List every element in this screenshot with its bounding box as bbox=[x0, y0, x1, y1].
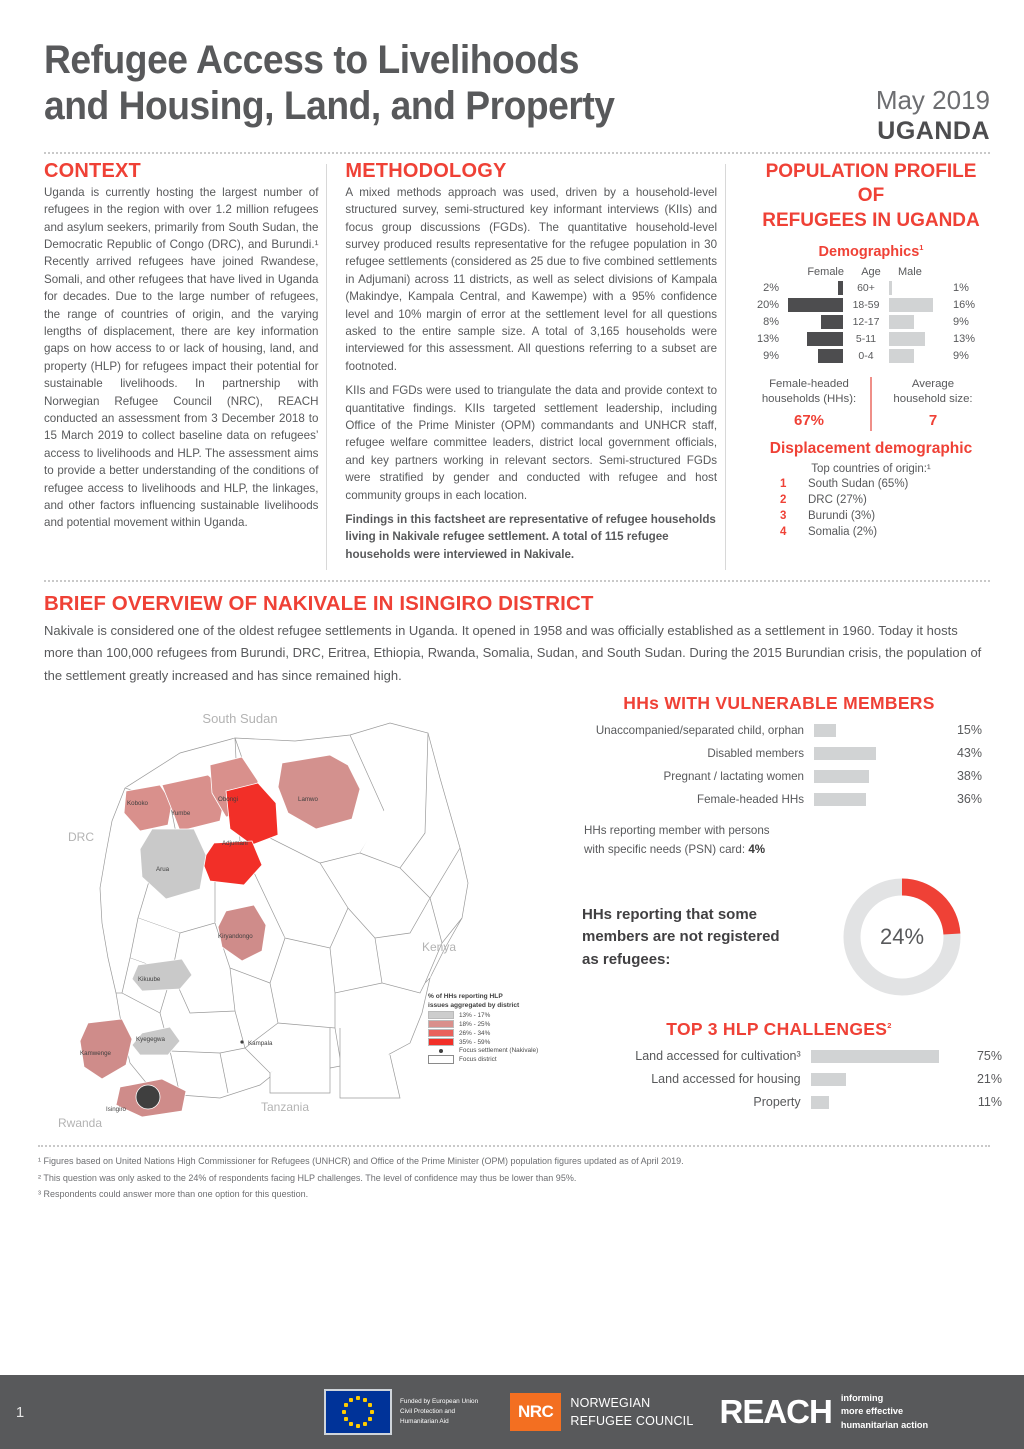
map-label-tanzania: Tanzania bbox=[260, 1100, 310, 1115]
origin-item bbox=[752, 494, 990, 506]
map-district-label-arua: Arua bbox=[156, 866, 170, 874]
pyramid-col-male: Male bbox=[898, 265, 922, 278]
challenges-heading-text: TOP 3 HLP CHALLENGES bbox=[666, 1019, 888, 1040]
top-columns bbox=[0, 154, 1024, 570]
pyramid-male-pct: 13% bbox=[953, 332, 976, 345]
vulnerable-row bbox=[556, 746, 1002, 760]
column-divider-2 bbox=[725, 164, 726, 570]
vulnerable-heading: HHs WITH VULNERABLE MEMBERS bbox=[623, 693, 935, 714]
focus-district-box-icon bbox=[428, 1055, 454, 1064]
page-title-line2: and Housing, Land, and Property bbox=[44, 83, 615, 128]
pyramid-female-bar bbox=[784, 281, 843, 295]
vulnerable-pct: 38% bbox=[956, 769, 982, 784]
map-label-kampala: Kampala bbox=[248, 1040, 273, 1048]
context-paragraph: Uganda is currently hosting the largest number of refugees in the region with over 1.2 million refugees and asylum seekers, primarily from South Sudan, the Democratic Republic of Congo (DRC), and Burundi.¹ Recently arrived refugees have joined Rwandese, Somali, and other refugees that have lived in Uganda for decades. Due to the large number of refugees, the range of countries of origin, and the varying lengths of displacement, there are key information gaps on how access to or lack of housing, land, and property (HLP) for refugees impact their potential for sustainable livelihoods. In partnership with Norwegian Refugee Council (NRC), REACH conducted an assessment from 3 December 2018 to 15 March 2019 to collect baseline data on refugees’ access to livelihoods and HLP. The assessment aims to provide a better understanding of the conditions of refugee access to livelihoods and HLP, the linkages, and other factors influencing sustainable livelihoods and potential movement within Uganda. bbox=[44, 185, 319, 530]
footnote-2: ² This question was only asked to the 24% of respondents facing HLP challenges. The level of confidence may thus be lower than 95%. bbox=[38, 1172, 577, 1183]
pyramid-row bbox=[752, 281, 990, 295]
pyramid-age-label: 0-4 bbox=[858, 349, 874, 362]
pyramid-female-bar bbox=[784, 298, 843, 312]
origin-name: Somalia (2%) bbox=[808, 526, 878, 538]
kampala-dot-icon bbox=[240, 1041, 243, 1044]
challenges-heading bbox=[556, 1019, 1002, 1040]
eu-star-icon bbox=[356, 1424, 360, 1428]
challenges-footnote-marker: 2 bbox=[887, 1021, 892, 1031]
reach-logo bbox=[720, 1392, 929, 1432]
origin-name: South Sudan (65%) bbox=[808, 478, 909, 490]
pyramid-male-bar bbox=[889, 349, 948, 363]
eu-star-icon bbox=[342, 1410, 346, 1414]
legend-class-row bbox=[428, 1029, 568, 1037]
pyramid-female-bar bbox=[784, 349, 843, 363]
methodology-paragraph-3: Findings in this factsheet are representative of refugee households living in Nakivale refugee settlement. A total of 115 refugee households were interviewed in Nakivale. bbox=[345, 512, 716, 561]
legend-swatch bbox=[428, 1020, 454, 1028]
pyramid-male-bar bbox=[889, 315, 948, 329]
population-profile-column bbox=[734, 160, 990, 570]
pyramid-row bbox=[752, 315, 990, 329]
average-hh-value: 7 bbox=[928, 411, 938, 429]
vulnerable-row bbox=[556, 769, 1002, 783]
reach-tagline-line3: humanitarian action bbox=[840, 1419, 929, 1430]
challenge-label: Property bbox=[753, 1095, 801, 1110]
demographics-heading bbox=[752, 243, 990, 260]
eu-flag-icon bbox=[324, 1389, 392, 1435]
challenge-row bbox=[556, 1095, 1002, 1109]
psn-note-line1: HHs reporting member with persons bbox=[584, 824, 770, 838]
methodology-body bbox=[345, 184, 717, 563]
origin-item bbox=[752, 510, 990, 522]
vulnerable-bar bbox=[814, 724, 926, 737]
population-pyramid bbox=[752, 266, 990, 363]
pyramid-female-pct: 8% bbox=[763, 315, 779, 328]
vulnerable-pct: 15% bbox=[956, 723, 982, 738]
pyramid-col-age: Age bbox=[861, 265, 881, 278]
average-household-size-stat bbox=[876, 377, 990, 431]
challenge-label: Land accessed for housing bbox=[651, 1072, 801, 1087]
legend-range-label: 35% - 59% bbox=[459, 1038, 491, 1046]
eu-star-icon bbox=[344, 1417, 348, 1421]
registration-donut-value: 24% bbox=[879, 924, 925, 950]
vulnerable-pct: 43% bbox=[956, 746, 982, 761]
context-body bbox=[44, 184, 318, 532]
map-district-label-lamwo: Lamwo bbox=[298, 796, 318, 804]
title-block bbox=[44, 38, 876, 129]
female-headed-label-1: Female-headed bbox=[769, 377, 849, 390]
eu-star-icon bbox=[349, 1422, 353, 1426]
demographics-footnote-marker: 1 bbox=[919, 243, 924, 253]
pyramid-female-bar bbox=[784, 315, 843, 329]
psn-note bbox=[584, 822, 1002, 859]
map-district-label-isingiro: Isingiro bbox=[106, 1106, 126, 1114]
origin-item bbox=[752, 526, 990, 538]
female-headed-hh-stat bbox=[752, 377, 866, 431]
registration-block bbox=[556, 873, 1002, 1001]
map-district-label-yumbe: Yumbe bbox=[171, 810, 191, 818]
vulnerable-bar bbox=[814, 770, 926, 783]
overview-heading: BRIEF OVERVIEW OF NAKIVALE IN ISINGIRO DISTRICT bbox=[44, 592, 594, 616]
pyramid-male-pct: 9% bbox=[953, 349, 969, 362]
map-district-label-koboko: Koboko bbox=[127, 800, 148, 808]
nrc-name bbox=[570, 1394, 693, 1430]
nrc-mark-icon: NRC bbox=[510, 1393, 561, 1431]
pyramid-age-label: 5-11 bbox=[855, 332, 877, 345]
average-hh-label-1: Average bbox=[911, 377, 955, 390]
pyramid-row bbox=[752, 298, 990, 312]
map-district-label-obongi: Obongi bbox=[218, 796, 238, 804]
map-district-label-kamwenge: Kamwenge bbox=[80, 1050, 111, 1058]
vulnerable-bar bbox=[814, 793, 926, 806]
map-district-label-kikuube: Kikuube bbox=[138, 976, 161, 984]
vulnerable-label: Unaccompanied/separated child, orphan bbox=[595, 723, 804, 737]
footnote-1: ¹ Figures based on United Nations High Commissioner for Refugees (UNHCR) and Office of the Prime Minister (OPM) population figures updated as of April 2019. bbox=[38, 1156, 684, 1167]
pyramid-col-female: Female bbox=[807, 265, 844, 278]
legend-focus-district bbox=[428, 1055, 568, 1064]
female-headed-label-2: households (HHs): bbox=[761, 393, 857, 406]
pyramid-male-bar bbox=[889, 281, 948, 295]
reach-tagline bbox=[841, 1392, 928, 1432]
focus-settlement-marker bbox=[136, 1085, 160, 1109]
legend-title-line2: issues aggregated by district bbox=[428, 1001, 520, 1009]
eu-star-icon bbox=[349, 1398, 353, 1402]
map-legend bbox=[428, 993, 568, 1064]
eu-logo bbox=[324, 1389, 484, 1435]
legend-swatch bbox=[428, 1011, 454, 1019]
challenge-row bbox=[556, 1072, 1002, 1086]
legend-focus-district-label: Focus district bbox=[459, 1056, 497, 1064]
legend-class-row bbox=[428, 1038, 568, 1046]
eu-star-icon bbox=[363, 1398, 367, 1402]
pyramid-female-pct: 2% bbox=[763, 281, 779, 294]
pyramid-female-pct: 13% bbox=[756, 332, 779, 345]
pyramid-male-bar bbox=[889, 298, 948, 312]
psn-value: 4% bbox=[748, 842, 766, 856]
legend-class-row bbox=[428, 1011, 568, 1019]
vulnerable-bars bbox=[556, 723, 1002, 806]
map-label-drc: DRC bbox=[68, 830, 94, 845]
origins-list bbox=[752, 478, 990, 538]
overview-section bbox=[0, 582, 1024, 687]
pyramid-male-bar bbox=[889, 332, 948, 346]
context-column bbox=[22, 160, 318, 570]
pyramid-female-pct: 9% bbox=[763, 349, 779, 362]
page-header bbox=[0, 0, 1024, 146]
reach-tagline-line2: more effective bbox=[840, 1406, 904, 1417]
pyramid-female-pct: 20% bbox=[756, 298, 779, 311]
pyramid-row bbox=[752, 349, 990, 363]
pyramid-age-label: 18-59 bbox=[852, 298, 880, 311]
pyramid-age-label: 60+ bbox=[857, 281, 875, 294]
household-stats bbox=[752, 377, 990, 431]
column-divider-1 bbox=[326, 164, 327, 570]
challenge-pct: 21% bbox=[976, 1072, 1002, 1087]
origin-rank: 1 bbox=[780, 478, 787, 490]
map-label-kenya: Kenya bbox=[422, 940, 457, 955]
eu-star-icon bbox=[356, 1396, 360, 1400]
legend-range-label: 13% - 17% bbox=[459, 1011, 491, 1019]
origin-name: DRC (27%) bbox=[808, 494, 867, 506]
publication-date: May 2019 bbox=[875, 85, 990, 115]
challenge-bar bbox=[811, 1073, 949, 1086]
map-district-label-kyegegwa: Kyegegwa bbox=[136, 1036, 165, 1044]
header-meta bbox=[876, 38, 990, 146]
legend-range-label: 26% - 34% bbox=[459, 1029, 491, 1037]
psn-note-line2 bbox=[584, 841, 1002, 860]
pyramid-row bbox=[752, 332, 990, 346]
displacement-heading: Displacement demographic bbox=[769, 440, 973, 457]
nrc-logo bbox=[510, 1393, 694, 1431]
legend-title-line1: % of HHs reporting HLP bbox=[428, 993, 503, 1001]
average-hh-label-2: household size: bbox=[893, 393, 973, 406]
reach-tagline-line1: informing bbox=[840, 1392, 884, 1403]
nrc-name-line2: REFUGEE COUNCIL bbox=[570, 1414, 694, 1428]
vulnerable-label: Female-headed HHs bbox=[697, 792, 804, 806]
psn-note-prefix: with specific needs (PSN) card: bbox=[584, 842, 749, 856]
legend-class-row bbox=[428, 1020, 568, 1028]
eu-star-icon bbox=[363, 1422, 367, 1426]
vulnerable-pct: 36% bbox=[956, 792, 982, 807]
vulnerable-bar bbox=[814, 747, 926, 760]
overview-text: Nakivale is considered one of the oldest refugee settlements in Uganda. It opened in 1958 and was officially established as a settlement in 1960. Today it hosts more than 100,000 refugees from Burundi, DRC, Eritrea, Ethiopia, Rwanda, Somalia, Sudan, and South Sudan. During the 2015 Burundian crisis, the population of the settlement greatly increased and has since remained high. bbox=[44, 623, 982, 683]
pyramid-header bbox=[752, 266, 990, 278]
right-column bbox=[550, 693, 1002, 1133]
legend-swatch bbox=[428, 1029, 454, 1037]
population-profile-title-line1: POPULATION PROFILE OF bbox=[765, 160, 977, 206]
lower-section bbox=[0, 687, 1024, 1133]
challenges-bars bbox=[556, 1049, 1002, 1109]
eu-star-icon bbox=[344, 1403, 348, 1407]
female-headed-value: 67% bbox=[793, 411, 825, 429]
challenge-bar bbox=[811, 1050, 949, 1063]
pyramid-male-pct: 16% bbox=[953, 298, 976, 311]
vulnerable-row bbox=[556, 723, 1002, 737]
map-label-rwanda: Rwanda bbox=[58, 1116, 103, 1131]
context-heading: CONTEXT bbox=[44, 159, 141, 182]
nrc-name-line1: NORWEGIAN bbox=[570, 1395, 651, 1410]
origins-lead: Top countries of origin:¹ bbox=[811, 463, 931, 475]
legend-focus-settlement-label: Focus settlement (Nakivale) bbox=[459, 1047, 539, 1055]
origin-rank: 4 bbox=[780, 526, 787, 538]
reach-mark-icon: REACH bbox=[719, 1393, 832, 1430]
pyramid-male-pct: 1% bbox=[953, 281, 969, 294]
challenge-pct: 75% bbox=[976, 1049, 1002, 1064]
methodology-paragraph-2: KIIs and FGDs were used to triangulate the data and provide context to quantitative findings. KIIs targeted settlement leadership, including Office of the Prime Minister (OPM) commandants and UNHCR staff, refugee welfare committee leaders, district local government officials, and key partners working in relevant sectors. Semi-structured FGDs were stratified by gender and conducted with refugee and host community groups in each location. bbox=[345, 384, 718, 502]
eu-star-icon bbox=[368, 1403, 372, 1407]
district-kamwenge bbox=[80, 1019, 132, 1079]
map-district-label-kiryandongo: Kiryandongo bbox=[218, 933, 253, 941]
uganda-map bbox=[30, 693, 550, 1133]
challenges-section bbox=[556, 1019, 1002, 1109]
registration-text bbox=[556, 904, 826, 972]
map-district-label-adjumani: Adjumani bbox=[222, 840, 248, 848]
pyramid-male-pct: 9% bbox=[953, 315, 969, 328]
page-title-line1: Refugee Access to Livelihoods bbox=[44, 38, 580, 82]
eu-caption: Funded by European Union Civil Protection and Humanitarian Aid bbox=[400, 1398, 479, 1425]
pyramid-age-label: 12-17 bbox=[852, 315, 880, 328]
household-stats-divider bbox=[870, 377, 872, 431]
challenge-bar bbox=[811, 1096, 949, 1109]
population-profile-title-line2: REFUGEES IN UGANDA bbox=[762, 210, 980, 232]
methodology-heading: METHODOLOGY bbox=[345, 159, 507, 182]
footnote-3: ³ Respondents could answer more than one option for this question. bbox=[38, 1188, 309, 1199]
focus-settlement-dot-icon bbox=[428, 1049, 454, 1053]
origin-item bbox=[752, 478, 990, 490]
demographics-label: Demographics bbox=[818, 243, 920, 260]
vulnerable-label: Disabled members bbox=[707, 746, 804, 760]
pyramid-female-bar bbox=[784, 332, 843, 346]
challenge-pct: 11% bbox=[977, 1095, 1002, 1110]
challenge-row bbox=[556, 1049, 1002, 1063]
map-label-south-sudan: South Sudan bbox=[202, 711, 278, 727]
eu-star-icon bbox=[370, 1410, 374, 1414]
legend-swatch bbox=[428, 1038, 454, 1046]
footer-logos bbox=[324, 1389, 928, 1435]
vulnerable-label: Pregnant / lactating women bbox=[663, 769, 804, 783]
legend-range-label: 18% - 25% bbox=[459, 1020, 491, 1028]
vulnerable-row bbox=[556, 792, 1002, 806]
legend-focus-settlement bbox=[428, 1047, 568, 1054]
eu-star-icon bbox=[368, 1417, 372, 1421]
origin-name: Burundi (3%) bbox=[808, 510, 876, 522]
registration-line1: HHs reporting that some bbox=[582, 905, 758, 923]
map-graphic bbox=[30, 693, 550, 1133]
origin-rank: 2 bbox=[780, 494, 787, 506]
methodology-paragraph-1: A mixed methods approach was used, driven by a household-level structured survey, semi-structured key informant interviews (KIIs) and focus group discussions (FGDs). The quantitative household-level survey produced results representative for the refugee population in 30 refugee settlements (considered as 25 due to five combined settlements in Adjumani) across 11 districts, as well as select divisions of Kampala (Makindye, Kampala Central, and Kawempe) with a 95% confidence level and 10% margin of error at the settlement level for all questions asked to the entire sample size. A total of 3,165 households were interviewed for this assessment. All questions referring to a subset are footnoted. bbox=[345, 185, 718, 373]
footnotes bbox=[0, 1147, 1024, 1202]
page-footer bbox=[0, 1375, 1024, 1449]
methodology-column bbox=[335, 160, 717, 570]
country-label: UGANDA bbox=[877, 116, 990, 145]
registration-donut-chart bbox=[838, 873, 966, 1001]
page-number: 1 bbox=[15, 1403, 25, 1421]
origin-rank: 3 bbox=[780, 510, 787, 522]
challenge-label: Land accessed for cultivation³ bbox=[635, 1049, 801, 1064]
registration-line2: members are not registered bbox=[582, 928, 780, 946]
registration-line3: as refugees: bbox=[582, 950, 671, 968]
